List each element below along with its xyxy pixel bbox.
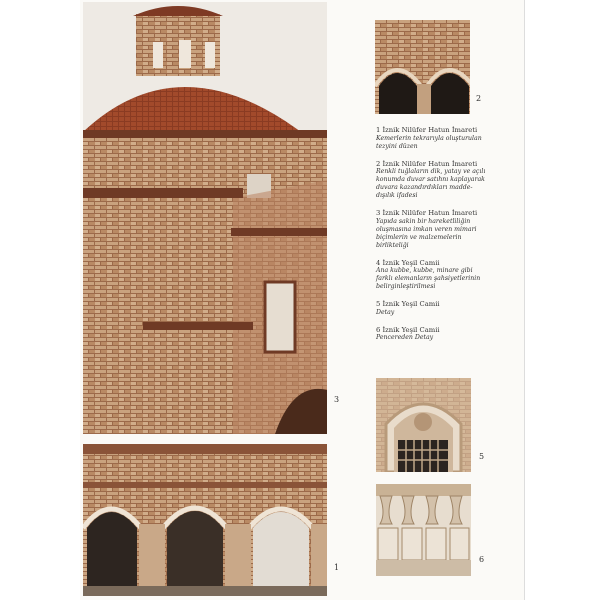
- figure-number-5: 5: [479, 452, 485, 461]
- caption-title: 5 İznik Yeşil Camii: [376, 300, 440, 308]
- caption-description: Kemerlerin tekrarıyla oluşturulan tezyini düzen: [376, 134, 482, 150]
- figure-number-2: 2: [476, 94, 482, 103]
- caption-description: Ana kubbe, kubbe, minare gibi farklı elemanların şahsiyetlerinin belirginleştirilmesi: [376, 267, 481, 290]
- figure-number-3: 3: [334, 395, 340, 404]
- photo-arches-detail: [375, 20, 470, 114]
- caption-title: 3 İznik Nilüfer Hatun İmareti: [376, 209, 478, 217]
- caption-description: Detay: [376, 308, 395, 316]
- photo-nilufer-hatun-dome: [83, 2, 327, 434]
- caption-description: Renkli tuğlaların dik, yatay ve açılı konumda duvar satıhnı kaplayarak duvara kazandırdıkları madde-dışılık ifadesi: [376, 168, 486, 199]
- caption-title: 2 İznik Nilüfer Hatun İmareti: [376, 159, 478, 168]
- captions-block: [376, 126, 486, 351]
- figure-number-1: 1: [334, 563, 340, 572]
- photo-window-detail: [376, 484, 471, 576]
- caption-5: [376, 300, 486, 317]
- caption-title: 6 İznik Yeşil Camii: [376, 325, 440, 334]
- caption-4: [376, 259, 486, 292]
- caption-title: 4 İznik Yeşil Camii: [376, 258, 440, 267]
- photo-nilufer-hatun-arches: [83, 444, 327, 596]
- caption-1: [376, 126, 486, 151]
- photo-yesil-camii-detail: [376, 378, 471, 472]
- caption-description: Pencereden Detay: [376, 334, 434, 341]
- figure-number-6: 6: [479, 555, 485, 564]
- caption-3: [376, 209, 486, 250]
- caption-description: Yapıda sakin bir hareketliliğin oluşmasına imkan veren mimari biçimlerin ve malzemelerin birlikteliği: [376, 217, 477, 249]
- caption-6: [376, 326, 486, 343]
- caption-2: [376, 160, 486, 201]
- caption-title: 1 İznik Nilüfer Hatun İmareti: [376, 126, 478, 134]
